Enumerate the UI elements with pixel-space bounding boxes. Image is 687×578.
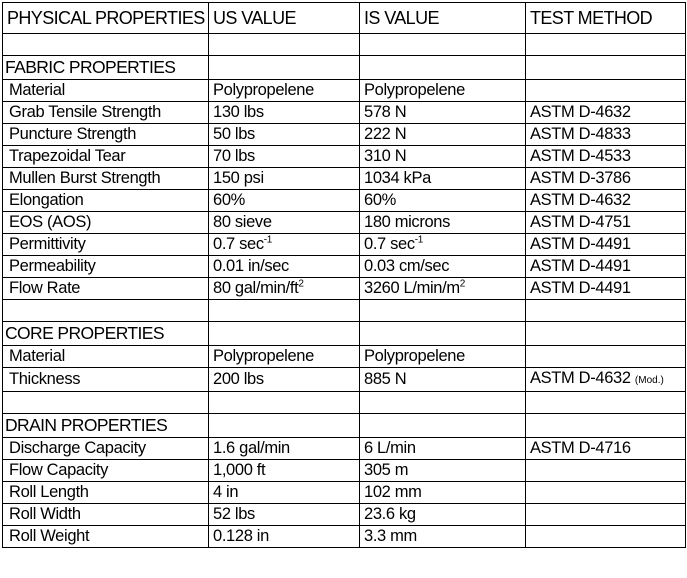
property-label: EOS (AOS) [3, 212, 209, 234]
test-method [526, 526, 686, 548]
us-value: 4 in [209, 482, 360, 504]
us-value [209, 234, 360, 256]
blank-cell [526, 300, 686, 322]
us-value: Polypropelene [209, 346, 360, 368]
blank-cell [209, 392, 360, 414]
test-method: ASTM D-4751 [526, 212, 686, 234]
table-row [3, 256, 686, 278]
table-row [3, 124, 686, 146]
section-row-fabric [3, 56, 686, 80]
is-value: 1034 kPa [360, 168, 526, 190]
is-value: Polypropelene [360, 80, 526, 102]
test-method: ASTM D-4491 [526, 234, 686, 256]
us-value: 150 psi [209, 168, 360, 190]
us-value-superscript: -1 [263, 234, 272, 246]
us-value-text: 80 gal/min/ft [213, 279, 299, 297]
table-row [3, 146, 686, 168]
blank-cell [360, 34, 526, 56]
property-label: Puncture Strength [3, 124, 209, 146]
table-row [3, 346, 686, 368]
property-label: Grab Tensile Strength [3, 102, 209, 124]
is-value: 310 N [360, 146, 526, 168]
property-label: Trapezoidal Tear [3, 146, 209, 168]
table-row [3, 460, 686, 482]
is-value: 222 N [360, 124, 526, 146]
us-value [209, 278, 360, 300]
is-value: Polypropelene [360, 346, 526, 368]
is-value-text: 3260 L/min/m [364, 279, 460, 297]
header-is-value: IS VALUE [360, 3, 526, 34]
table-row [3, 212, 686, 234]
test-method: ASTM D-4716 [526, 438, 686, 460]
properties-table-container [2, 2, 686, 548]
blank-cell [526, 414, 686, 438]
blank-cell [360, 300, 526, 322]
table-row [3, 504, 686, 526]
is-value: 3.3 mm [360, 526, 526, 548]
physical-properties-table [2, 2, 686, 548]
test-method-text: ASTM D-4632 [530, 369, 631, 387]
property-label: Elongation [3, 190, 209, 212]
table-row [3, 168, 686, 190]
us-value: 200 lbs [209, 368, 360, 392]
blank-row [3, 300, 686, 322]
property-label: Roll Length [3, 482, 209, 504]
test-method: ASTM D-3786 [526, 168, 686, 190]
blank-cell [526, 34, 686, 56]
property-label: Thickness [3, 368, 209, 392]
is-value: 23.6 kg [360, 504, 526, 526]
table-row [3, 234, 686, 256]
section-title-core: CORE PROPERTIES [3, 322, 209, 346]
us-value: 1,000 ft [209, 460, 360, 482]
test-method: ASTM D-4632 [526, 102, 686, 124]
blank-cell [209, 300, 360, 322]
blank-cell [360, 322, 526, 346]
us-value: 60% [209, 190, 360, 212]
is-value [360, 234, 526, 256]
is-value: 180 microns [360, 212, 526, 234]
test-method [526, 482, 686, 504]
is-value: 0.03 cm/sec [360, 256, 526, 278]
us-value: 50 lbs [209, 124, 360, 146]
us-value: 1.6 gal/min [209, 438, 360, 460]
test-method: ASTM D-4491 [526, 278, 686, 300]
test-method [526, 460, 686, 482]
table-row [3, 368, 686, 392]
test-method [526, 80, 686, 102]
test-method: ASTM D-4833 [526, 124, 686, 146]
header-row [3, 3, 686, 34]
us-value: 0.128 in [209, 526, 360, 548]
blank-cell [3, 300, 209, 322]
us-value: 52 lbs [209, 504, 360, 526]
property-label: Roll Weight [3, 526, 209, 548]
section-row-drain [3, 414, 686, 438]
blank-cell [360, 56, 526, 80]
blank-row [3, 392, 686, 414]
blank-cell [209, 56, 360, 80]
table-row [3, 190, 686, 212]
test-method [526, 346, 686, 368]
property-label: Mullen Burst Strength [3, 168, 209, 190]
property-label: Roll Width [3, 504, 209, 526]
blank-cell [526, 322, 686, 346]
property-label: Discharge Capacity [3, 438, 209, 460]
header-us-value: US VALUE [209, 3, 360, 34]
table-row [3, 102, 686, 124]
property-label: Permeability [3, 256, 209, 278]
section-row-core [3, 322, 686, 346]
blank-cell [209, 414, 360, 438]
property-label: Flow Rate [3, 278, 209, 300]
blank-row [3, 34, 686, 56]
table-row [3, 278, 686, 300]
test-method-note: (Mod.) [634, 375, 664, 386]
is-value: 885 N [360, 368, 526, 392]
us-value: 70 lbs [209, 146, 360, 168]
us-value: Polypropelene [209, 80, 360, 102]
is-value: 578 N [360, 102, 526, 124]
blank-cell [526, 56, 686, 80]
blank-cell [360, 414, 526, 438]
test-method: ASTM D-4491 [526, 256, 686, 278]
is-value-superscript: -1 [414, 234, 423, 246]
header-physical-properties: PHYSICAL PROPERTIES [3, 3, 209, 34]
test-method: ASTM D-4632 [526, 190, 686, 212]
blank-cell [3, 34, 209, 56]
is-value: 102 mm [360, 482, 526, 504]
test-method [526, 368, 686, 392]
is-value: 60% [360, 190, 526, 212]
section-title-drain: DRAIN PROPERTIES [3, 414, 209, 438]
blank-cell [526, 392, 686, 414]
blank-cell [209, 322, 360, 346]
blank-cell [3, 392, 209, 414]
test-method: ASTM D-4533 [526, 146, 686, 168]
header-test-method: TEST METHOD [526, 3, 686, 34]
us-value-superscript: 2 [298, 278, 304, 290]
table-row [3, 482, 686, 504]
us-value: 130 lbs [209, 102, 360, 124]
section-title-fabric: FABRIC PROPERTIES [3, 56, 209, 80]
property-label: Material [3, 80, 209, 102]
blank-cell [209, 34, 360, 56]
table-row [3, 80, 686, 102]
is-value: 6 L/min [360, 438, 526, 460]
test-method [526, 504, 686, 526]
is-value [360, 278, 526, 300]
is-value-text: 0.7 sec [364, 235, 415, 253]
is-value: 305 m [360, 460, 526, 482]
table-row [3, 526, 686, 548]
blank-cell [360, 392, 526, 414]
us-value: 0.01 in/sec [209, 256, 360, 278]
us-value: 80 sieve [209, 212, 360, 234]
table-row [3, 438, 686, 460]
property-label: Flow Capacity [3, 460, 209, 482]
us-value-text: 0.7 sec [213, 235, 264, 253]
is-value-superscript: 2 [459, 278, 465, 290]
property-label: Material [3, 346, 209, 368]
property-label: Permittivity [3, 234, 209, 256]
